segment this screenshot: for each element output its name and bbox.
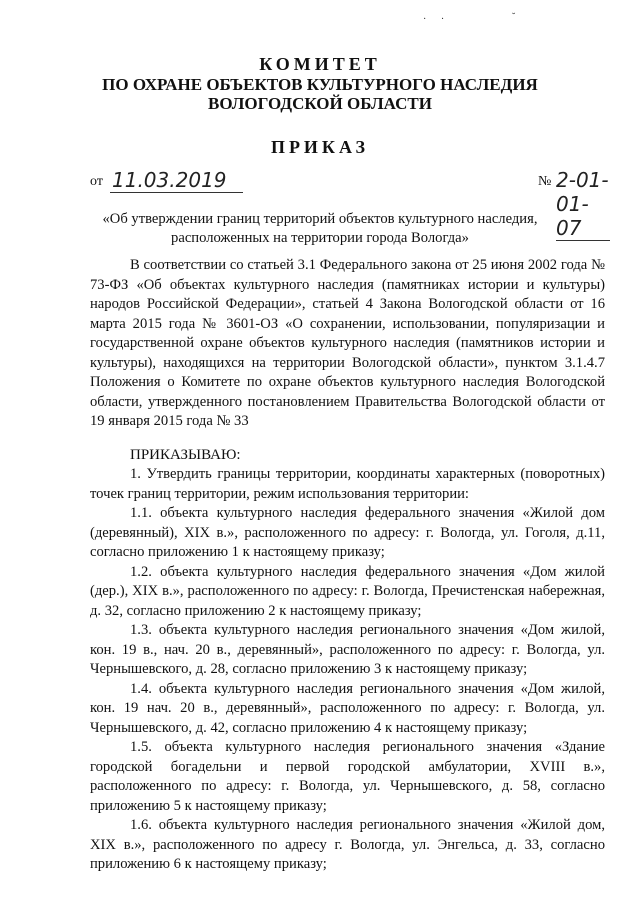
- document-type: ПРИКАЗ: [270, 137, 370, 157]
- order-title-line-1: «Об утверждении границ территорий объектов культурного наследия,: [102, 211, 538, 227]
- order-subitem-1-1: 1.1. объекта культурного наследия федерального значения «Жилой дом (деревянный), XIX в.», расположенного по адресу: г. Вологда, ул. Гоголя, д.11, согласно приложению 1 к настоящему приказу;: [90, 505, 605, 560]
- order-word: ПРИКАЗЫВАЮ:: [130, 446, 241, 463]
- date-prefix: от: [90, 174, 103, 189]
- committee-heading: КОМИТЕТ: [259, 54, 381, 74]
- handwritten-number: 2-01-01-07: [556, 168, 609, 240]
- order-body: [90, 256, 605, 875]
- order-title: [0, 210, 640, 247]
- order-item-1: 1. Утвердить границы территории, координаты характерных (поворотных) точек границ территории, режим использования территории:: [90, 466, 605, 502]
- order-subitem-1-3: 1.3. объекта культурного наследия регионального значения «Дом жилой, кон. 19 в., нач. 20 в., деревянный», расположенного по адресу: г. Вологда, ул. Чернышевского, д. 28, согласно приложению 3 к настоящему приказу;: [90, 622, 605, 677]
- scan-specks: · ·: [423, 14, 451, 25]
- order-title-line-2: расположенных на территории города Вологда»: [171, 229, 469, 246]
- scan-speck: ˘: [512, 12, 516, 23]
- number-prefix: №: [538, 174, 552, 189]
- handwritten-date: 11.03.2019: [110, 168, 243, 193]
- order-subitem-1-5: 1.5. объекта культурного наследия регионального значения «Здание городской богадельни и первой городской амбулатории, XVIII в.», расположенного по адресу: г. Вологда, ул. Чернышевского, д. 58, согласно приложению 5 к настоящему приказу;: [90, 739, 605, 814]
- committee-name: ПО ОХРАНЕ ОБЪЕКТОВ КУЛЬТУРНОГО НАСЛЕДИЯ: [102, 75, 538, 94]
- order-subitem-1-4: 1.4. объекта культурного наследия регионального значения «Дом жилой, кон. 19 нач. 20 в., деревянный», расположенного по адресу: г. Вологда, ул. Чернышевского, д. 42, согласно приложению 4 к настоящему приказу;: [90, 680, 605, 736]
- committee-region: ВОЛОГОДСКОЙ ОБЛАСТИ: [208, 94, 432, 113]
- order-subitem-1-2: 1.2. объекта культурного наследия федерального значения «Дом жилой (дер.), XIX в.», расположенного по адресу: г. Вологда, Пречистенская набережная, д. 32, согласно приложению 2 к настоящему приказу;: [90, 563, 605, 619]
- order-subitem-1-6: 1.6. объекта культурного наследия регионального значения «Жилой дом, XIX в.», расположенного по адресу г. Вологда, ул. Энгельса, д. 33, согласно приложению 6 к настоящему приказу;: [90, 817, 605, 872]
- preamble-paragraph: В соответствии со статьей 3.1 Федерального закона от 25 июня 2002 года № 73-ФЗ «Об объектах культурного наследия (памятниках истории и культуры) народов Российской Федерации», статьей 4 Закона Вологодской области от 16 марта 2015 года № 3601-ОЗ «О сохранении, использовании, популяризации и государственной охране объектов культурного наследия (памятников истории и культуры), находящихся на территории Вологодской области», пунктом 3.1.4.7 Положения о Комитете по охране объектов культурного наследия Вологодской области, утвержденного постановлением Правительства Вологодской области от 19 января 2015 года № 33: [90, 257, 605, 429]
